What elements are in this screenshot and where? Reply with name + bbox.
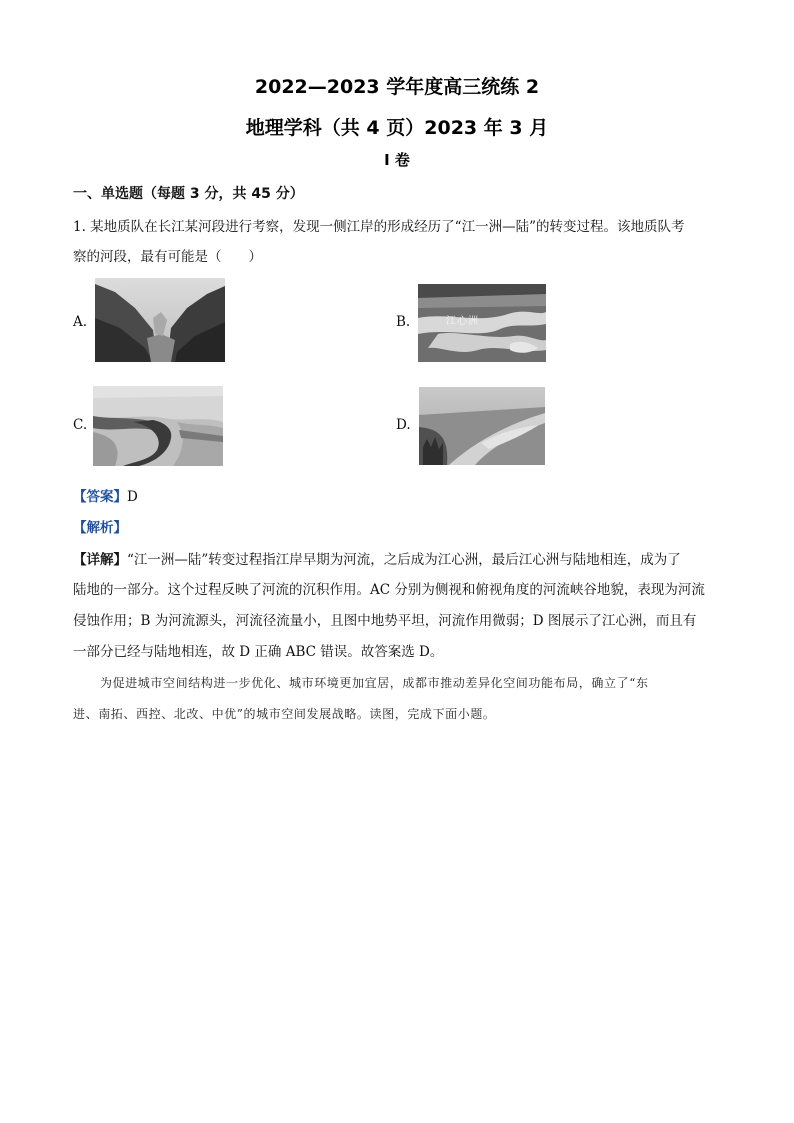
option-b-photo-caption: 江心洲: [446, 316, 479, 327]
answer-tag: 【答案】: [73, 489, 127, 505]
answer-row: [73, 485, 138, 505]
answer-value: D: [127, 489, 138, 505]
intro-line-1: 为促进城市空间结构进一步优化、城市环境更加宜居，成都市推动差异化空间功能布局，确立了“东: [100, 676, 649, 690]
option-d-label: D.: [396, 417, 411, 433]
option-c-label: C.: [73, 417, 88, 433]
title-line-3: I 卷: [384, 151, 410, 169]
title-line-1: 2022—2023 学年度高三统练 2: [254, 76, 540, 98]
detail-text-1: “江一洲—陆”转变过程指江岸早期为河流，之后成为江心洲，最后江心洲与陆地相连，成为了: [127, 552, 681, 568]
option-b-photo: [418, 284, 546, 362]
question-1-stem-line-1: 1. 某地质队在长江某河段进行考察，发现一侧江岸的形成经历了“江一洲—陆”的转变过程。该地质队考: [73, 219, 685, 235]
question-1-stem-line-2: 察的河段，最有可能是（ ）: [73, 249, 262, 265]
intro-line-2: 进、南拓、西控、北改、中优”的城市空间发展战略。读图，完成下面小题。: [73, 707, 496, 721]
detail-line-1: [73, 548, 681, 568]
option-a-photo: [95, 278, 225, 362]
option-d-photo: [419, 387, 545, 465]
detail-line-3: 侵蚀作用；B 为河流源头，河流径流量小，且图中地势平坦，河流作用微弱；D 图展示了江心洲，而且有: [73, 613, 697, 629]
analysis-row: [73, 516, 127, 536]
analysis-tag: 【解析】: [73, 520, 127, 536]
detail-line-4: 一部分已经与陆地相连，故 D 正确 ABC 错误。故答案选 D。: [73, 644, 444, 660]
detail-line-2: 陆地的一部分。这个过程反映了河流的沉积作用。AC 分别为侧视和俯视角度的河流峡谷地貌，表现为河流: [73, 582, 705, 598]
option-b-label: B.: [396, 314, 411, 330]
option-a-label: A.: [73, 314, 88, 330]
detail-tag: 【详解】: [73, 552, 127, 568]
option-c-photo: [93, 386, 223, 466]
section-heading: 一、单选题（每题 3 分，共 45 分）: [73, 186, 304, 202]
title-line-2: 地理学科（共 4 页）2023 年 3 月: [245, 117, 549, 139]
